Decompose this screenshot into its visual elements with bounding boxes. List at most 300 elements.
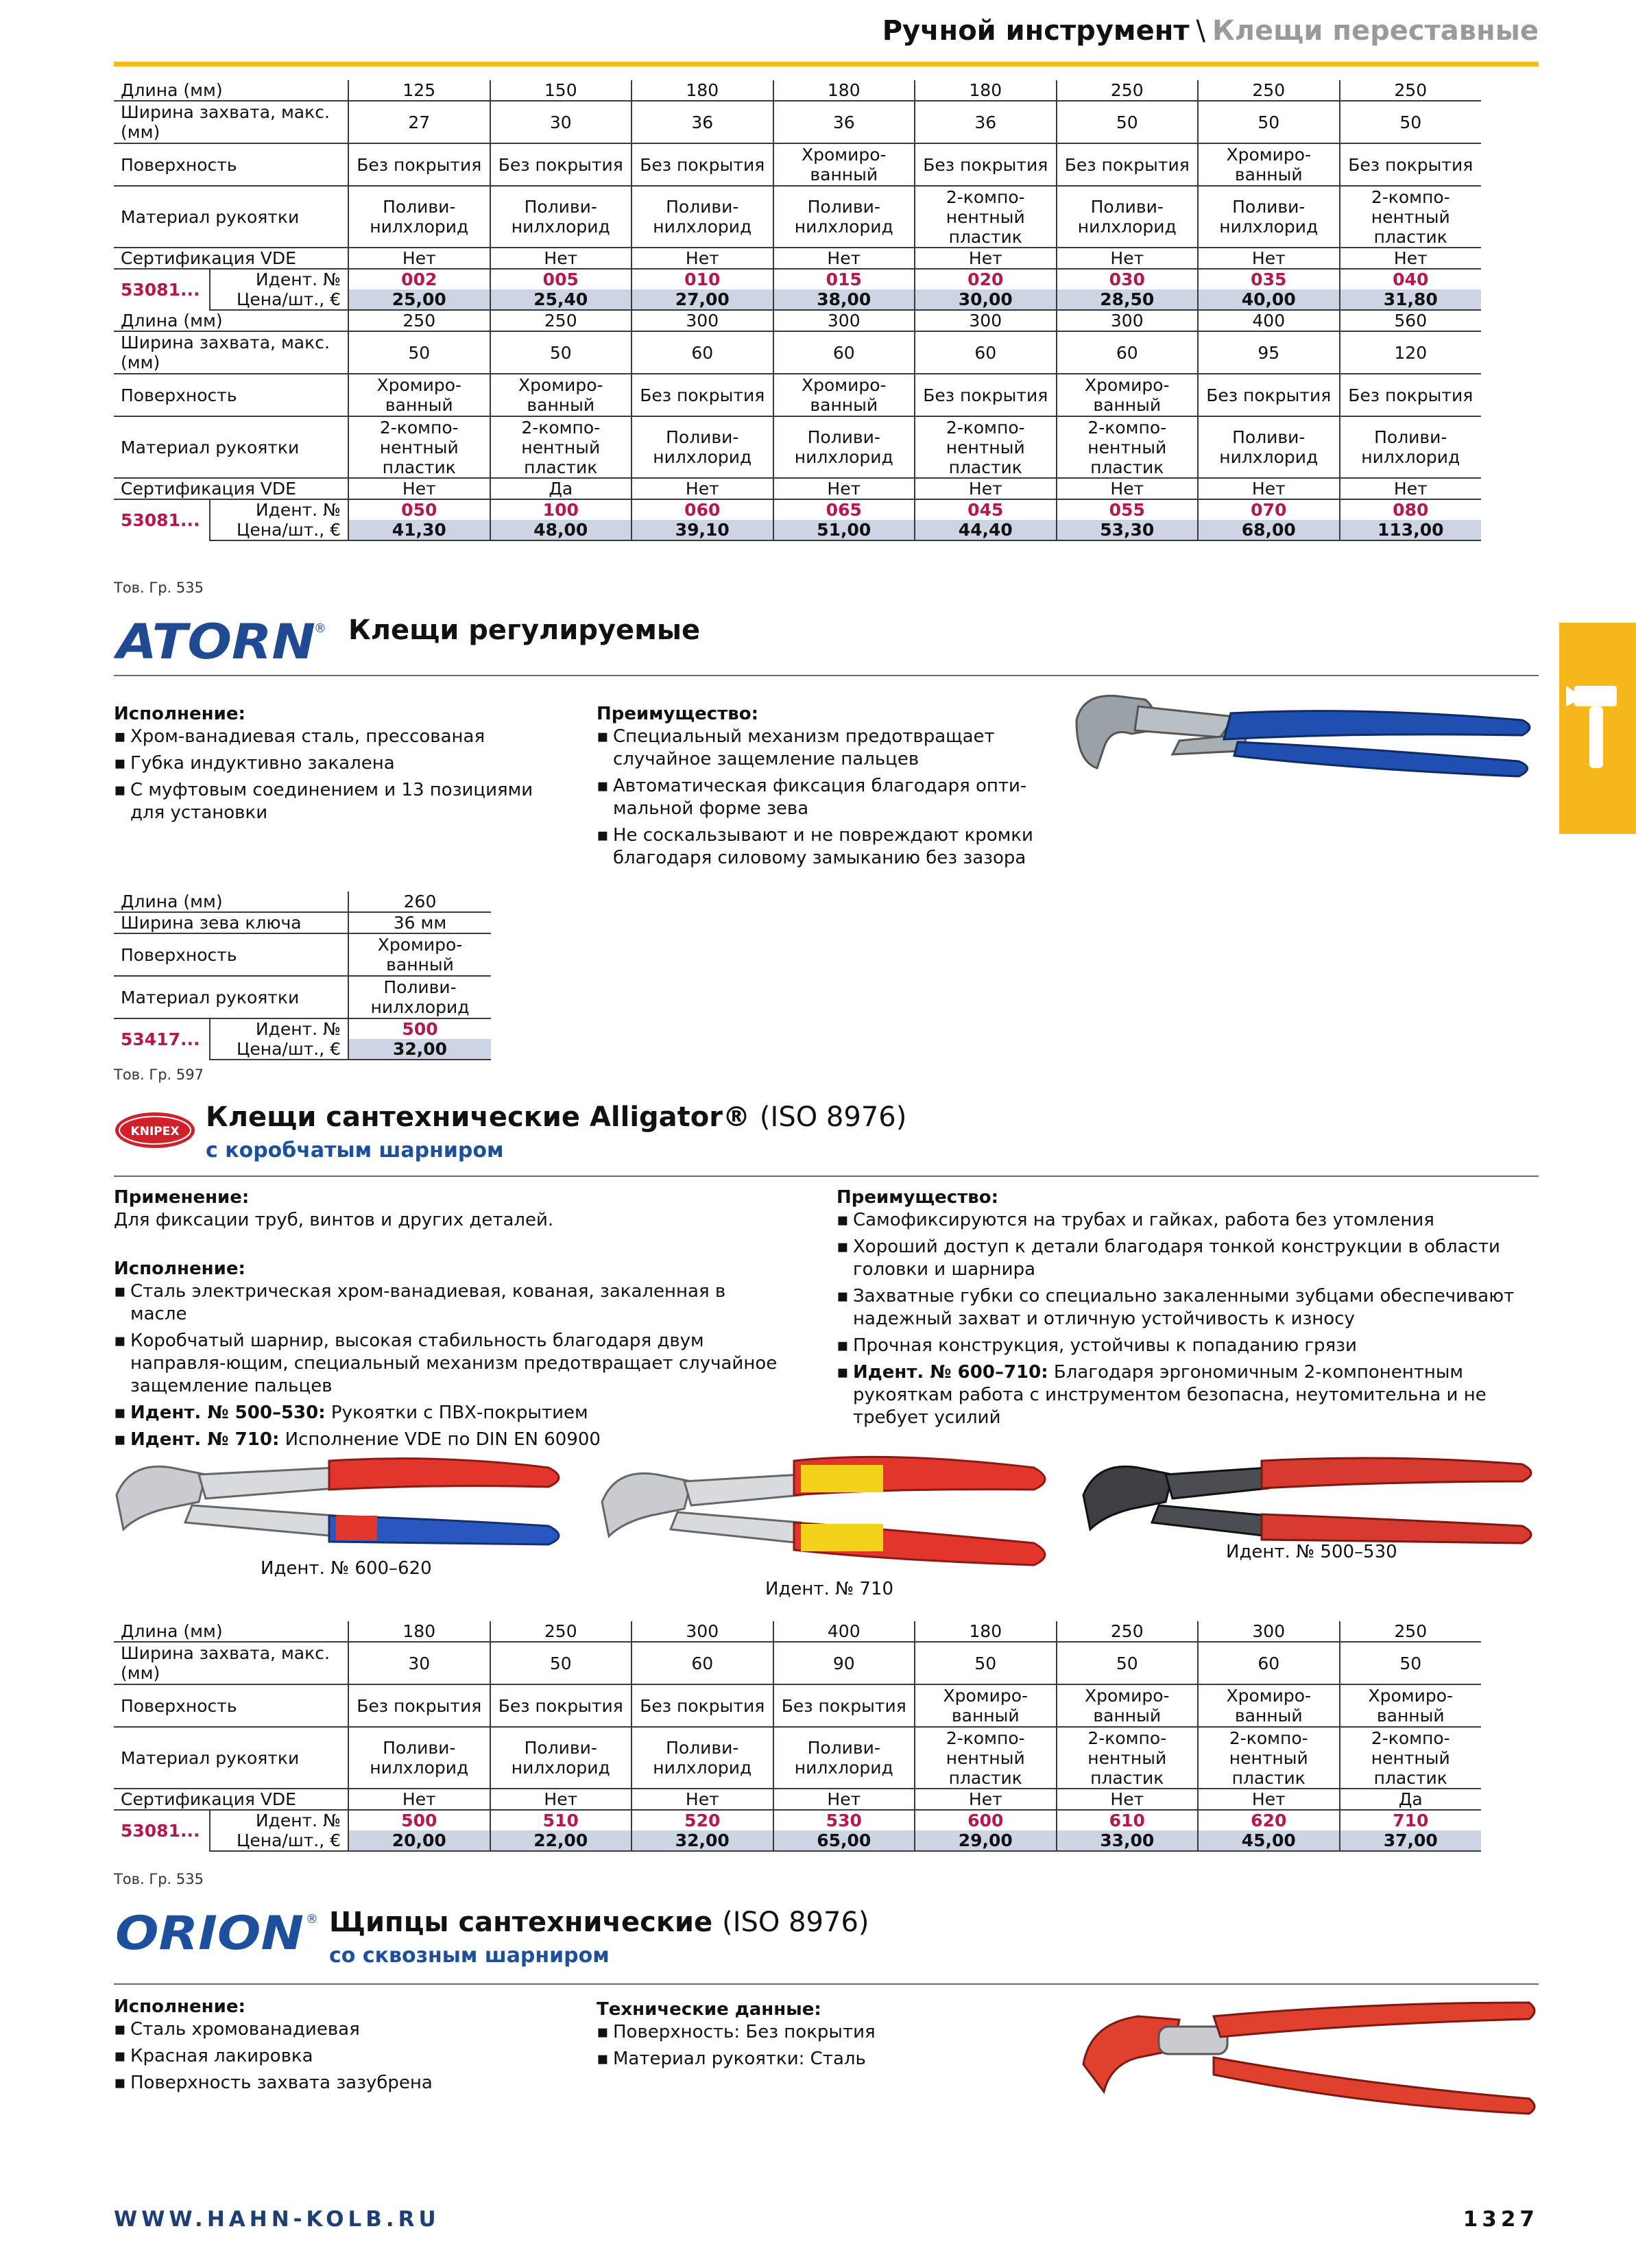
- knipex-table-price-cell: 20,00: [348, 1830, 490, 1851]
- table1-a-label-price: Цена/шт., €: [210, 289, 348, 310]
- table1-a-vde-cell: Нет: [631, 248, 773, 269]
- header-title: Ручной инструмент: [882, 15, 1190, 47]
- knipex-table-vde-cell: Нет: [631, 1789, 773, 1810]
- table1-a-width-cell: 50: [1057, 101, 1199, 143]
- table1-b-article-code: 53081...: [114, 499, 210, 540]
- table1-b-handle-cell: 2-компо-нентный пластик: [490, 416, 632, 478]
- product-group-note: Тов. Гр. 535: [114, 580, 204, 596]
- knipex-table-price-cell: 33,00: [1057, 1830, 1199, 1851]
- table1-a-vde-cell: Нет: [1198, 248, 1340, 269]
- table1-a-length-cell: 250: [1198, 80, 1340, 101]
- orion-tech-item: ▪ Поверхность: Без покрытия: [597, 2021, 1035, 2044]
- atorn-group-note: Тов. Гр. 597: [114, 1066, 204, 1083]
- knipex-table-ident-cell[interactable]: 620: [1198, 1810, 1340, 1830]
- table1-b-row-surface: [114, 374, 1481, 416]
- knipex-table-row-width: [114, 1642, 1481, 1684]
- table1-b-handle-cell: 2-компо-нентный пластик: [348, 416, 490, 478]
- orion-title: [329, 1907, 869, 1938]
- knipex-adv-item: [837, 1285, 1543, 1330]
- table1-b-surface-cell: Хромиро-ванный: [1057, 374, 1199, 416]
- knipex-table-width-cell: 50: [915, 1642, 1057, 1684]
- knipex-table-handle-cell: 2-компо-нентный пластик: [1340, 1727, 1482, 1789]
- table1-a-ident-cell[interactable]: 035: [1198, 269, 1340, 289]
- atorn-exec-item: ▪ Хром-ванадиевая сталь, прессованая: [114, 726, 566, 748]
- table1-a-row-length: [114, 80, 1481, 101]
- knipex-table-ident-cell[interactable]: 500: [348, 1810, 490, 1830]
- table1-a-surface-cell: Хромиро-ванный: [1198, 143, 1340, 186]
- table1-a-surface-cell: Без покрытия: [348, 143, 490, 186]
- spec-table-1: [114, 80, 1481, 541]
- knipex-group-note: Тов. Гр. 535: [114, 1871, 204, 1887]
- table1-a-price-cell: 25,40: [490, 289, 632, 310]
- orion-title-norm: (ISO 8976): [722, 1907, 869, 1938]
- table1-b-surface-cell: Хромиро-ванный: [490, 374, 632, 416]
- table1-a-row-vde: [114, 248, 1481, 269]
- table1-b-vde-cell: Нет: [348, 478, 490, 499]
- table1-a-length-cell: 180: [915, 80, 1057, 101]
- table1-a-price-cell: 40,00: [1198, 289, 1340, 310]
- table1-b-surface-cell: Без покрытия: [631, 374, 773, 416]
- knipex-adv-item-text: Самофиксируются на трубах и гайках, работа без утомления: [853, 1210, 1434, 1230]
- orion-exec-item: ▪ Сталь хромованадиевая: [114, 2018, 566, 2041]
- knipex-table-row-surface: [114, 1684, 1481, 1727]
- knipex-table-surface-cell: Хромиро-ванный: [1057, 1684, 1199, 1727]
- table1-a-label-handle: Материал рукоятки: [114, 186, 348, 248]
- atorn-label-jaw: Ширина зева ключа: [114, 912, 348, 933]
- knipex-rule: [114, 1175, 1539, 1177]
- knipex-table-surface-cell: Без покрытия: [348, 1684, 490, 1727]
- table1-b-label-width: Ширина захвата, макс. (мм): [114, 331, 348, 374]
- atorn-adv-item: ▪ Специальный механизм предотвращает случайное защемление пальцев: [597, 726, 1035, 771]
- table1-b-surface-cell: Без покрытия: [915, 374, 1057, 416]
- knipex-exec-item-bold: Идент. № 710:: [130, 1429, 280, 1450]
- table1-a-length-cell: 180: [773, 80, 915, 101]
- orion-tech: [597, 1998, 1035, 2075]
- table1-b-label-handle: Материал рукоятки: [114, 416, 348, 478]
- table1-b-price-cell: 39,10: [631, 520, 773, 540]
- table1-a-row-price: [114, 289, 1481, 310]
- knipex-table-surface-cell: Хромиро-ванный: [1198, 1684, 1340, 1727]
- atorn-title: Клещи регулируемые: [348, 614, 701, 646]
- table1-b-label-vde: Сертификация VDE: [114, 478, 348, 499]
- table1-a-ident-cell[interactable]: 020: [915, 269, 1057, 289]
- knipex-spec-table: [114, 1621, 1481, 1852]
- knipex-title: [206, 1101, 906, 1133]
- table1-b-width-cell: 60: [631, 331, 773, 374]
- table1-b-price-cell: 68,00: [1198, 520, 1340, 540]
- table1-b-length-cell: 560: [1340, 310, 1482, 331]
- orion-execution: [114, 1996, 566, 2099]
- table1-b-length-cell: 300: [631, 310, 773, 331]
- knipex-left-column: [114, 1186, 786, 1455]
- table1-a-price-cell: 27,00: [631, 289, 773, 310]
- knipex-table-handle-cell: Поливи-нилхлорид: [348, 1727, 490, 1789]
- table1-b-width-cell: 50: [490, 331, 632, 374]
- atorn-label-price: Цена/шт., €: [210, 1039, 348, 1060]
- footer-url[interactable]: WWW.HAHN-KOLB.RU: [114, 2207, 440, 2232]
- atorn-exec-heading: Исполнение:: [114, 704, 245, 724]
- orion-exec-item: ▪ Поверхность захвата зазубрена: [114, 2072, 566, 2094]
- table1-a-vde-cell: Нет: [773, 248, 915, 269]
- orion-tech-item: ▪ Материал рукоятки: Сталь: [597, 2048, 1035, 2070]
- table1-b-length-cell: 300: [915, 310, 1057, 331]
- knipex-table-width-cell: 60: [631, 1642, 773, 1684]
- knipex-table-price-cell: 22,00: [490, 1830, 632, 1851]
- table1-a-width-cell: 50: [1198, 101, 1340, 143]
- atorn-logo-text: ATORN: [114, 616, 315, 665]
- table1-b-row-ident: [114, 499, 1481, 520]
- orion-exec-item: ▪ Красная лакировка: [114, 2045, 566, 2068]
- knipex-subtitle: с коробчатым шарниром: [206, 1138, 504, 1162]
- atorn-price: 32,00: [348, 1039, 491, 1060]
- knipex-table-ident-cell[interactable]: 610: [1057, 1810, 1199, 1830]
- table1-a-width-cell: 27: [348, 101, 490, 143]
- table1-b-ident-cell[interactable]: 100: [490, 499, 632, 520]
- knipex-table-width-cell: 90: [773, 1642, 915, 1684]
- table1-b-vde-cell: Нет: [1057, 478, 1199, 499]
- table1-a-ident-cell[interactable]: 030: [1057, 269, 1199, 289]
- atorn-adv-heading: Преимущество:: [597, 704, 758, 724]
- knipex-adv-item: [837, 1361, 1543, 1429]
- knipex-table-label-surface: Поверхность: [114, 1684, 348, 1727]
- knipex-caption-710: Идент. № 710: [765, 1579, 894, 1599]
- table1-b-vde-cell: Да: [490, 478, 632, 499]
- atorn-surface: Хромиро-ванный: [348, 933, 491, 976]
- table1-b-handle-cell: Поливи-нилхлорид: [773, 416, 915, 478]
- knipex-table-vde-cell: Нет: [773, 1789, 915, 1810]
- knipex-adv-item: [837, 1335, 1543, 1357]
- orion-logo-text: ORION: [115, 1908, 304, 1956]
- knipex-exec-item-text: Сталь электрическая хром-ванадиевая, кованая, закаленная в масле: [130, 1281, 726, 1324]
- knipex-table-ident-cell[interactable]: 520: [631, 1810, 773, 1830]
- table1-b-price-cell: 51,00: [773, 520, 915, 540]
- header-separator: \: [1196, 15, 1206, 47]
- table1-a-width-cell: 36: [773, 101, 915, 143]
- table1-a-price-cell: 31,80: [1340, 289, 1482, 310]
- knipex-exec-heading: Исполнение:: [114, 1258, 245, 1279]
- table1-b-vde-cell: Нет: [1340, 478, 1482, 499]
- table1-b-row-vde: [114, 478, 1481, 499]
- table1-a-handle-cell: Поливи-нилхлорид: [1198, 186, 1340, 248]
- atorn-exec-item: ▪ Губка индуктивно закалена: [114, 752, 566, 775]
- knipex-table-row-ident: [114, 1810, 1481, 1830]
- atorn-advantages: [597, 703, 1035, 874]
- table1-a-row-width: [114, 101, 1481, 143]
- atorn-handle: Поливи-нилхлорид: [348, 976, 491, 1018]
- table1-a-label-ident: Идент. №: [255, 270, 341, 289]
- knipex-table-vde-cell: Нет: [348, 1789, 490, 1810]
- table1-b-surface-cell: Без покрытия: [1198, 374, 1340, 416]
- table1-b-length-cell: 250: [348, 310, 490, 331]
- knipex-exec-item: [114, 1330, 786, 1398]
- header-rule: [114, 62, 1539, 67]
- knipex-caption-500: Идент. № 500–530: [1226, 1542, 1397, 1562]
- table1-a-price-cell: 28,50: [1057, 289, 1199, 310]
- atorn-adv-item: ▪ Не соскальзывают и не повреждают кромки благодаря силовому замыканию без зазора: [597, 824, 1035, 870]
- knipex-table-length-cell: 180: [348, 1621, 490, 1642]
- knipex-table-label-width: Ширина захвата, макс. (мм): [114, 1642, 348, 1684]
- table1-b-surface-cell: Хромиро-ванный: [773, 374, 915, 416]
- table1-a-handle-cell: Поливи-нилхлорид: [631, 186, 773, 248]
- table1-b-ident-cell[interactable]: 070: [1198, 499, 1340, 520]
- table1-b-length-cell: 400: [1198, 310, 1340, 331]
- orion-exec-heading: Исполнение:: [114, 1996, 245, 2017]
- knipex-logo: [114, 1109, 196, 1154]
- knipex-table-width-cell: 60: [1198, 1642, 1340, 1684]
- table1-a-price-cell: 38,00: [773, 289, 915, 310]
- knipex-title-text: Клещи сантехнические Alligator®: [206, 1101, 750, 1133]
- table1-a-row-surface: [114, 143, 1481, 186]
- table1-b-ident-cell[interactable]: 050: [348, 499, 490, 520]
- table1-b-price-cell: 113,00: [1340, 520, 1482, 540]
- table1-a-label-vde: Сертификация VDE: [114, 248, 348, 269]
- table1-b-width-cell: 120: [1340, 331, 1482, 374]
- table1-b-ident-cell[interactable]: 065: [773, 499, 915, 520]
- knipex-table-label-price: Цена/шт., €: [210, 1830, 348, 1851]
- table1-a-surface-cell: Без покрытия: [1057, 143, 1199, 186]
- table1-b-length-cell: 300: [1057, 310, 1199, 331]
- section-side-tab[interactable]: [1559, 623, 1636, 834]
- knipex-app-text: Для фиксации труб, винтов и других деталей.: [114, 1210, 554, 1230]
- knipex-table-length-cell: 250: [1340, 1621, 1482, 1642]
- table1-a-length-cell: 250: [1340, 80, 1482, 101]
- atorn-label-handle: Материал рукоятки: [114, 976, 348, 1018]
- knipex-table-handle-cell: Поливи-нилхлорид: [773, 1727, 915, 1789]
- table1-a-label-surface: Поверхность: [114, 143, 348, 186]
- knipex-table-handle-cell: 2-компо-нентный пластик: [915, 1727, 1057, 1789]
- table1-a-width-cell: 36: [915, 101, 1057, 143]
- knipex-table-length-cell: 400: [773, 1621, 915, 1642]
- knipex-table-price-cell: 29,00: [915, 1830, 1057, 1851]
- knipex-table-ident-cell[interactable]: 530: [773, 1810, 915, 1830]
- atorn-jaw: 36 мм: [348, 912, 491, 933]
- table1-a-price-cell: 25,00: [348, 289, 490, 310]
- knipex-table-article-code: 53081...: [114, 1810, 210, 1851]
- knipex-advantages: [837, 1186, 1543, 1433]
- svg-text:®: ®: [314, 621, 326, 636]
- table1-a-surface-cell: Без покрытия: [1340, 143, 1482, 186]
- knipex-table-handle-cell: 2-компо-нентный пластик: [1198, 1727, 1340, 1789]
- table1-a-length-cell: 250: [1057, 80, 1199, 101]
- knipex-table-vde-cell: Нет: [915, 1789, 1057, 1810]
- knipex-exec-item-text: Исполнение VDE по DIN EN 60900: [279, 1429, 601, 1450]
- table1-a-handle-cell: Поливи-нилхлорид: [1057, 186, 1199, 248]
- table1-a-row-handle: [114, 186, 1481, 248]
- knipex-table-length-cell: 300: [1198, 1621, 1340, 1642]
- table1-a-length-cell: 125: [348, 80, 490, 101]
- knipex-title-norm: (ISO 8976): [759, 1101, 907, 1133]
- knipex-table-ident-cell[interactable]: 710: [1340, 1810, 1482, 1830]
- table1-a-price-cell: 30,00: [915, 289, 1057, 310]
- table1-b-label-ident: Идент. №: [255, 500, 341, 520]
- knipex-adv-item-text: Захватные губки со специально закаленными зубцами обеспечивают надежный захват и отличную устойчивость к износу: [853, 1286, 1515, 1329]
- knipex-adv-heading: Преимущество:: [837, 1187, 998, 1208]
- knipex-table-label-length: Длина (мм): [114, 1621, 348, 1642]
- header-subtitle: Клещи переставные: [1212, 15, 1539, 47]
- knipex-table-width-cell: 50: [1057, 1642, 1199, 1684]
- table1-a-handle-cell: Поливи-нилхлорид: [773, 186, 915, 248]
- table1-a-surface-cell: Без покрытия: [631, 143, 773, 186]
- table1-b-price-cell: 44,40: [915, 520, 1057, 540]
- knipex-table-handle-cell: Поливи-нилхлорид: [631, 1727, 773, 1789]
- knipex-table-ident-cell[interactable]: 510: [490, 1810, 632, 1830]
- orion-logo: [114, 1908, 320, 1959]
- knipex-table-width-cell: 50: [490, 1642, 632, 1684]
- knipex-table-length-cell: 300: [631, 1621, 773, 1642]
- table1-b-ident-cell[interactable]: 060: [631, 499, 773, 520]
- knipex-table-width-cell: 50: [1340, 1642, 1482, 1684]
- table1-a-width-cell: 36: [631, 101, 773, 143]
- knipex-exec-item-text: Коробчатый шарнир, высокая стабильность благодаря двум направля-ющим, специальный механизм предотвращает случайное защемление пальцев: [130, 1330, 778, 1396]
- table1-a-vde-cell: Нет: [915, 248, 1057, 269]
- table1-b-handle-cell: Поливи-нилхлорид: [631, 416, 773, 478]
- table1-a-ident-cell[interactable]: 005: [490, 269, 632, 289]
- knipex-caption-600: Идент. № 600–620: [261, 1558, 432, 1579]
- table1-b-width-cell: 60: [773, 331, 915, 374]
- table1-b-surface-cell: Без покрытия: [1340, 374, 1482, 416]
- table1-b-surface-cell: Хромиро-ванный: [348, 374, 490, 416]
- knipex-table-vde-cell: Нет: [490, 1789, 632, 1810]
- table1-b-vde-cell: Нет: [915, 478, 1057, 499]
- orion-title-text: Щипцы сантехнические: [329, 1907, 713, 1938]
- knipex-table-vde-cell: Да: [1340, 1789, 1482, 1810]
- table1-a-ident-cell[interactable]: 015: [773, 269, 915, 289]
- table1-a-length-cell: 150: [490, 80, 632, 101]
- table1-b-row-handle: [114, 416, 1481, 478]
- knipex-table-surface-cell: Без покрытия: [631, 1684, 773, 1727]
- atorn-pliers-image: [1070, 679, 1543, 796]
- knipex-table-width-cell: 30: [348, 1642, 490, 1684]
- table1-a-surface-cell: Без покрытия: [490, 143, 632, 186]
- table1-a-vde-cell: Нет: [1057, 248, 1199, 269]
- atorn-spec-table: [114, 892, 491, 1060]
- knipex-table-ident-cell[interactable]: 600: [915, 1810, 1057, 1830]
- knipex-adv-item-text: Благодаря эргономичным 2-компонентным рукояткам работа с инструментом безопасна, неутомительна и не требует усилий: [853, 1362, 1487, 1428]
- table1-b-ident-cell[interactable]: 055: [1057, 499, 1199, 520]
- knipex-table-handle-cell: 2-компо-нентный пластик: [1057, 1727, 1199, 1789]
- orion-subtitle: со сквозным шарниром: [329, 1944, 610, 1968]
- table1-a-ident-cell[interactable]: 002: [348, 269, 490, 289]
- knipex-table-price-cell: 65,00: [773, 1830, 915, 1851]
- atorn-execution: [114, 703, 566, 828]
- table1-b-width-cell: 60: [915, 331, 1057, 374]
- table1-b-label-surface: Поверхность: [114, 374, 348, 416]
- knipex-adv-item-bold: Идент. № 600–710:: [853, 1362, 1048, 1383]
- knipex-table-label-handle: Материал рукоятки: [114, 1727, 348, 1789]
- atorn-logo: [114, 616, 326, 668]
- table1-a-ident-cell[interactable]: 040: [1340, 269, 1482, 289]
- table1-b-vde-cell: Нет: [631, 478, 773, 499]
- page-number: 1327: [1463, 2207, 1539, 2232]
- table1-a-handle-cell: 2-компо-нентный пластик: [1340, 186, 1482, 248]
- table1-a-label-length: Длина (мм): [114, 80, 348, 101]
- knipex-table-price-cell: 37,00: [1340, 1830, 1482, 1851]
- knipex-table-label-vde: Сертификация VDE: [114, 1789, 348, 1810]
- knipex-table-length-cell: 250: [1057, 1621, 1199, 1642]
- table1-b-price-cell: 48,00: [490, 520, 632, 540]
- table1-a-ident-cell[interactable]: 010: [631, 269, 773, 289]
- knipex-adv-item: [837, 1209, 1543, 1232]
- table1-b-ident-cell[interactable]: 045: [915, 499, 1057, 520]
- knipex-adv-item-text: Хороший доступ к детали благодаря тонкой конструкции в области головки и шарнира: [853, 1237, 1500, 1280]
- knipex-table-vde-cell: Нет: [1198, 1789, 1340, 1810]
- table1-b-price-cell: 53,30: [1057, 520, 1199, 540]
- hammer-icon: [1559, 623, 1636, 834]
- table1-a-row-ident: [114, 269, 1481, 289]
- knipex-table-row-price: [114, 1830, 1481, 1851]
- table1-b-row-width: [114, 331, 1481, 374]
- table1-b-row-price: [114, 520, 1481, 540]
- table1-b-label-length: Длина (мм): [114, 310, 348, 331]
- table1-b-width-cell: 60: [1057, 331, 1199, 374]
- table1-a-vde-cell: Нет: [1340, 248, 1482, 269]
- table1-b-handle-cell: Поливи-нилхлорид: [1198, 416, 1340, 478]
- knipex-table-surface-cell: Хромиро-ванный: [915, 1684, 1057, 1727]
- table1-a-handle-cell: Поливи-нилхлорид: [348, 186, 490, 248]
- orion-rule: [114, 1983, 1539, 1985]
- table1-a-surface-cell: Хромиро-ванный: [773, 143, 915, 186]
- table1-b-label-price: Цена/шт., €: [210, 520, 348, 540]
- table1-b-vde-cell: Нет: [773, 478, 915, 499]
- table1-b-row-length: [114, 310, 1481, 331]
- table1-b-handle-cell: 2-компо-нентный пластик: [1057, 416, 1199, 478]
- knipex-table-price-cell: 32,00: [631, 1830, 773, 1851]
- atorn-adv-item: ▪ Автоматическая фиксация благодаря опти-мальной форме зева: [597, 775, 1035, 820]
- knipex-adv-item: [837, 1236, 1543, 1281]
- table1-b-length-cell: 250: [490, 310, 632, 331]
- knipex-pliers-500-image: [1076, 1440, 1543, 1550]
- knipex-table-row-handle: [114, 1727, 1481, 1789]
- table1-a-vde-cell: Нет: [348, 248, 490, 269]
- knipex-table-row-length: [114, 1621, 1481, 1642]
- knipex-table-length-cell: 180: [915, 1621, 1057, 1642]
- knipex-exec-item-bold: Идент. № 500–530:: [130, 1402, 326, 1423]
- table1-b-vde-cell: Нет: [1198, 478, 1340, 499]
- knipex-exec-item-text: Рукоятки с ПВХ-покрытием: [325, 1402, 588, 1423]
- table1-a-article-code: 53081...: [114, 269, 210, 310]
- table1-b-ident-cell[interactable]: 080: [1340, 499, 1482, 520]
- atorn-rule: [114, 675, 1539, 676]
- knipex-table-price-cell: 45,00: [1198, 1830, 1340, 1851]
- atorn-label-surface: Поверхность: [114, 933, 348, 976]
- knipex-table-surface-cell: Без покрытия: [773, 1684, 915, 1727]
- table1-b-handle-cell: 2-компо-нентный пластик: [915, 416, 1057, 478]
- knipex-logo-text: KNIPEX: [130, 1125, 180, 1138]
- table1-a-length-cell: 180: [631, 80, 773, 101]
- knipex-pliers-600-image: [110, 1440, 576, 1557]
- knipex-table-surface-cell: Без покрытия: [490, 1684, 632, 1727]
- knipex-adv-item-text: Прочная конструкция, устойчивы к попаданию грязи: [853, 1335, 1357, 1356]
- table1-a-surface-cell: Без покрытия: [915, 143, 1057, 186]
- svg-text:®: ®: [306, 1912, 318, 1926]
- knipex-app-heading: Применение:: [114, 1187, 250, 1208]
- atorn-ident: 500: [348, 1018, 491, 1039]
- table1-b-price-cell: 41,30: [348, 520, 490, 540]
- atorn-exec-item: ▪ С муфтовым соединением и 13 позициями для установки: [114, 779, 566, 824]
- atorn-code: 53417...: [114, 1018, 210, 1060]
- atorn-label-ident: Идент. №: [255, 1019, 341, 1039]
- knipex-table-length-cell: 250: [490, 1621, 632, 1642]
- table1-a-handle-cell: Поливи-нилхлорид: [490, 186, 632, 248]
- table1-a-label-width: Ширина захвата, макс. (мм): [114, 101, 348, 143]
- knipex-table-label-ident: Идент. №: [255, 1811, 341, 1830]
- orion-tech-heading: Технические данные:: [597, 1999, 821, 2020]
- table1-a-handle-cell: 2-компо-нентный пластик: [915, 186, 1057, 248]
- knipex-pliers-710-image: [595, 1440, 1068, 1577]
- knipex-exec-item: [114, 1280, 786, 1326]
- knipex-table-handle-cell: Поливи-нилхлорид: [490, 1727, 632, 1789]
- knipex-table-surface-cell: Хромиро-ванный: [1340, 1684, 1482, 1727]
